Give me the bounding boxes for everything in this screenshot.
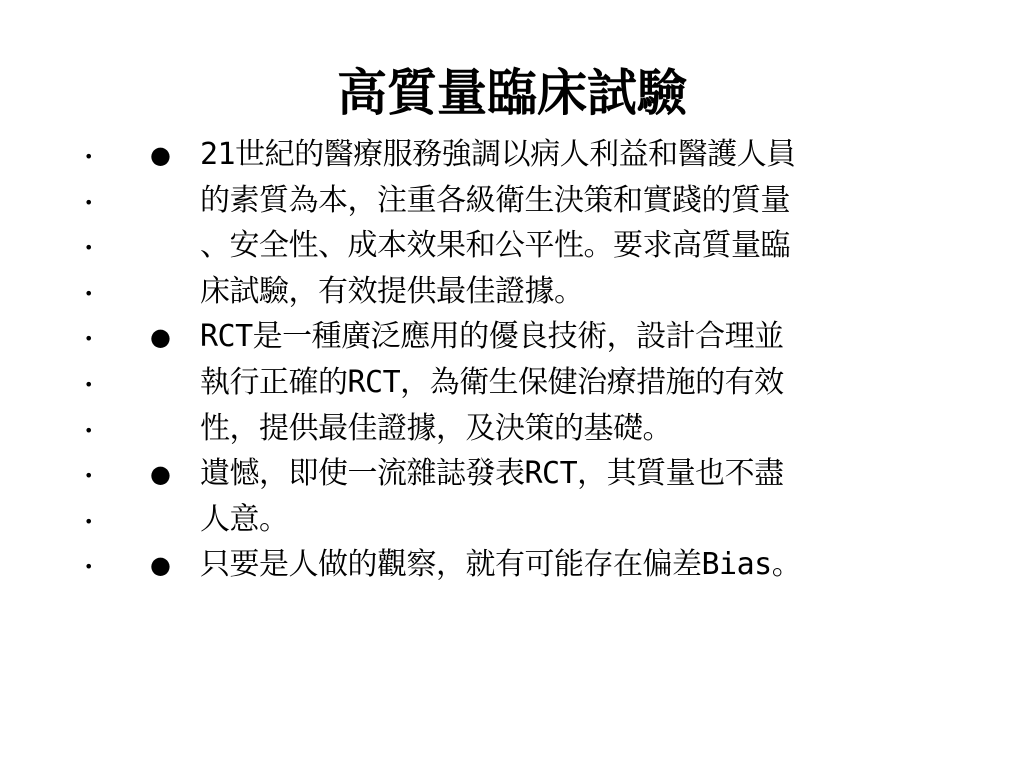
bullet-dot-icon: • (84, 192, 94, 212)
list-item (0, 317, 1024, 363)
list-item-text: 遺憾，即使一流雜誌發表RCT，其質量也不盡 (200, 456, 784, 492)
list-item-text: 的素質為本，注重各級衛生決策和實踐的質量 (200, 182, 790, 218)
bullet-dot-icon: • (84, 329, 94, 349)
slide-title: 高質量臨床試驗 (337, 63, 687, 122)
bullet-dot-icon: • (84, 283, 94, 303)
list-item-text: RCT是一種廣泛應用的優良技術，設計合理並 (200, 319, 784, 355)
list-item (0, 135, 1024, 181)
bullet-dot-icon: • (84, 466, 94, 486)
list-item-text: 執行正確的RCT，為衛生保健治療措施的有效 (200, 364, 784, 400)
list-item-text: 、安全性、成本效果和公平性。要求高質量臨 (200, 228, 790, 264)
list-item-text: 只要是人做的觀察，就有可能存在偏差Bias。 (200, 547, 802, 583)
bullet-dot-icon: • (84, 238, 94, 258)
list-item (0, 454, 1024, 500)
list-item (0, 226, 1024, 272)
list-item-text: 床試驗，有效提供最佳證據。 (200, 273, 584, 309)
filled-circle-icon: ● (150, 141, 171, 169)
bullet-dot-icon: • (84, 420, 94, 440)
list-item (0, 545, 1024, 591)
bullet-dot-icon: • (84, 557, 94, 577)
bullet-dot-icon: • (84, 147, 94, 166)
list-item-text: 21世紀的醫療服務強調以病人利益和醫護人員 (200, 137, 796, 172)
bullet-dot-icon: • (84, 374, 94, 394)
list-item (0, 409, 1024, 455)
list-item (0, 181, 1024, 227)
filled-circle-icon: ● (150, 551, 171, 580)
list-item (0, 363, 1024, 409)
list-item (0, 500, 1024, 546)
list-item-text: 性，提供最佳證據，及決策的基礎。 (200, 410, 672, 446)
bullet-list (0, 135, 1024, 591)
bullet-dot-icon: • (84, 511, 94, 531)
filled-circle-icon: ● (150, 323, 171, 352)
list-item (0, 272, 1024, 318)
filled-circle-icon: ● (150, 460, 171, 489)
list-item-text: 人意。 (200, 501, 289, 537)
